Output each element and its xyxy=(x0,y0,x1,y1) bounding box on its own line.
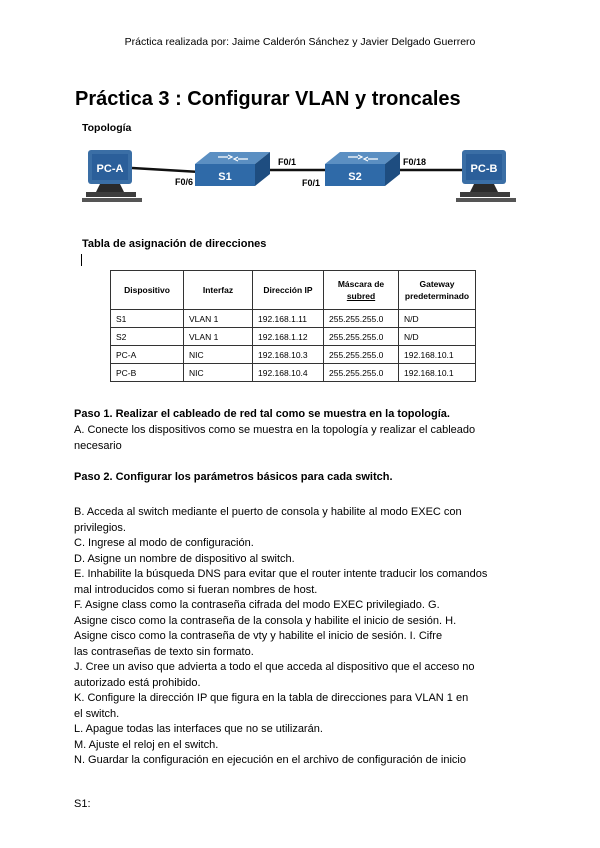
paso2-line: M. Ajuste el reloj en el switch. xyxy=(74,738,219,751)
pc-b-label: PC-B xyxy=(470,163,498,175)
switch-s1-icon xyxy=(195,152,270,186)
topology-diagram xyxy=(80,140,520,210)
pc-a-icon xyxy=(82,150,142,202)
page-header: Práctica realizada por: Jaime Calderón Sánchez y Javier Delgado Guerrero xyxy=(124,36,476,48)
table-cell: 255.255.255.0 xyxy=(324,310,399,328)
paso1-line: A. Conecte los dispositivos como se muestra en la topología y realizar el cableado xyxy=(74,424,476,436)
table-caption: Tabla de asignación de direcciones xyxy=(82,238,267,250)
col-ip: Dirección IP xyxy=(253,271,324,310)
table-row xyxy=(111,364,476,382)
paso2-line: D. Asigne un nombre de dispositivo al switch. xyxy=(74,552,295,565)
table-cell: PC-A xyxy=(111,346,184,364)
table-cell: NIC xyxy=(184,364,253,382)
s1-config-label: S1: xyxy=(74,798,91,810)
s1-label: S1 xyxy=(218,171,232,183)
col-mask-line1: Máscara de xyxy=(337,279,385,289)
table-cell: VLAN 1 xyxy=(184,328,253,346)
pc-a-label: PC-A xyxy=(96,163,124,175)
table-cell: 255.255.255.0 xyxy=(324,328,399,346)
paso2-line: el switch. xyxy=(74,707,120,720)
col-mask-line2: subred xyxy=(346,291,376,301)
table-cell: NIC xyxy=(184,346,253,364)
paso1-line: necesario xyxy=(74,439,122,452)
table-row xyxy=(111,328,476,346)
paso2-line: C. Ingrese al modo de configuración. xyxy=(74,537,254,549)
table-cell: 192.168.10.1 xyxy=(399,346,476,364)
pc-b-icon xyxy=(456,150,516,202)
paso1-text xyxy=(74,423,534,454)
paso2-line: las contraseñas de texto sin formato. xyxy=(74,645,254,658)
table-row xyxy=(111,346,476,364)
table-cell: VLAN 1 xyxy=(184,310,253,328)
paso2-heading: Paso 2. Configurar los parámetros básicos para cada switch. xyxy=(74,471,393,483)
paso2-line: privilegios. xyxy=(74,521,126,534)
table-cell: 255.255.255.0 xyxy=(324,346,399,364)
paso2-line: Asigne cisco como la contraseña de vty y habilite el inicio de sesión. I. Cifre xyxy=(74,630,443,642)
topology-label: Topología xyxy=(82,122,132,134)
table-cell: N/D xyxy=(399,310,476,328)
paso2-line: K. Configure la dirección IP que figura en la tabla de direcciones para VLAN 1 en xyxy=(74,692,469,704)
s2-label: S2 xyxy=(348,171,362,183)
paso2-line: F. Asigne class como la contraseña cifrada del modo EXEC privilegiado. G. xyxy=(74,599,440,611)
port-label-s2-b: F0/18 xyxy=(403,157,427,167)
address-table xyxy=(110,270,476,382)
table-cell: 192.168.1.11 xyxy=(253,310,324,328)
table-row xyxy=(111,310,476,328)
paso2-text xyxy=(74,505,534,769)
col-gateway xyxy=(399,271,476,310)
table-cell: S2 xyxy=(111,328,184,346)
text-cursor xyxy=(81,254,82,266)
paso2-line: J. Cree un aviso que advierta a todo el que acceda al dispositivo que el acceso no xyxy=(74,661,475,673)
table-cell: S1 xyxy=(111,310,184,328)
paso2-line: E. Inhabilite la búsqueda DNS para evitar que el router intente traducir los comandos xyxy=(74,568,488,580)
col-interfaz: Interfaz xyxy=(184,271,253,310)
port-label-a-s1: F0/6 xyxy=(175,177,194,187)
table-header-row xyxy=(111,271,476,310)
table-cell: 192.168.1.12 xyxy=(253,328,324,346)
table-cell: 192.168.10.4 xyxy=(253,364,324,382)
paso2-line: B. Acceda al switch mediante el puerto de consola y habilite al modo EXEC con xyxy=(74,506,462,518)
cable-pca-s1 xyxy=(132,168,200,172)
table-cell: N/D xyxy=(399,328,476,346)
col-gateway-line1: Gateway xyxy=(419,279,455,289)
table-cell: 255.255.255.0 xyxy=(324,364,399,382)
page-title: Práctica 3 : Configurar VLAN y troncales xyxy=(75,88,461,110)
paso2-line: autorizado está prohibido. xyxy=(74,676,201,689)
table-cell: PC-B xyxy=(111,364,184,382)
table-cell: 192.168.10.3 xyxy=(253,346,324,364)
col-dispositivo: Dispositivo xyxy=(111,271,184,310)
port-label-s1-s2-bottom: F0/1 xyxy=(302,178,321,188)
table-cell: 192.168.10.1 xyxy=(399,364,476,382)
paso2-line: mal introducidos como si fueran nombres de host. xyxy=(74,583,318,596)
col-gateway-line2: predeterminado xyxy=(404,291,470,301)
paso2-line: Asigne cisco como la contraseña de la consola y habilite el inicio de sesión. H. xyxy=(74,614,457,627)
paso1-heading: Paso 1. Realizar el cableado de red tal como se muestra en la topología. xyxy=(74,408,450,420)
paso2-line: N. Guardar la configuración en ejecución en el archivo de configuración de inicio xyxy=(74,754,466,766)
col-mask xyxy=(324,271,399,310)
paso2-line: L. Apague todas las interfaces que no se utilizarán. xyxy=(74,723,323,735)
switch-s2-icon xyxy=(325,152,400,186)
port-label-s1-s2-top: F0/1 xyxy=(278,157,297,167)
